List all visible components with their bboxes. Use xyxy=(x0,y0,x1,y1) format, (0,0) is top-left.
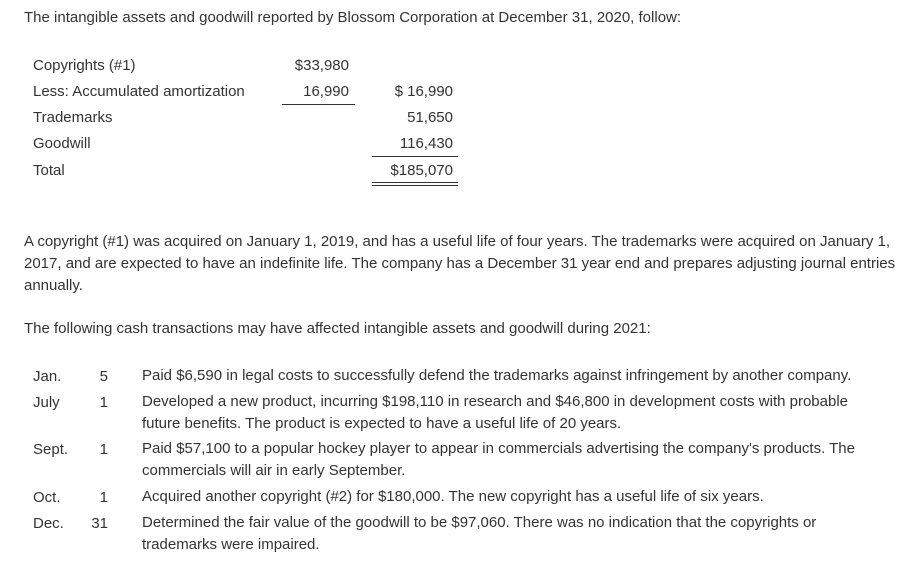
copyrights-net: $ 16,990 xyxy=(394,83,453,100)
total-double-underline-bottom xyxy=(372,185,458,186)
description-line: Acquired another copyright (#2) for $180,000. The new copyright has a useful life of six years. xyxy=(142,488,764,505)
amortization-underline xyxy=(282,104,355,105)
goodwill-value: 116,430 xyxy=(399,135,453,152)
transaction-day: 1 xyxy=(99,441,108,458)
description-line: Developed a new product, incurring $198,110 in research and $46,800 in development costs with probable xyxy=(142,393,849,410)
transaction-month: Jan. xyxy=(33,368,62,385)
paragraph-copyright-trademark xyxy=(24,231,919,297)
goodwill-label: Goodwill xyxy=(33,135,91,152)
transaction-month: Oct. xyxy=(33,489,61,506)
description-line: Paid $57,100 to a popular hockey player to appear in commercials advertising the company's products. The xyxy=(142,440,855,457)
paragraph-line: 2017, and are expected to have an indefinite life. The company has a December 31 year end and prepares adjusting journal entries xyxy=(24,255,896,272)
transaction-day: 31 xyxy=(91,515,108,532)
amortization-value: 16,990 xyxy=(303,83,349,100)
trademarks-value: 51,650 xyxy=(407,109,453,126)
goodwill-underline xyxy=(372,156,458,157)
copyrights-cost: $33,980 xyxy=(294,57,349,74)
description-line: trademarks were impaired. xyxy=(142,536,320,553)
description-line: commercials will air in early September. xyxy=(142,462,406,479)
transaction-month: Dec. xyxy=(33,515,64,532)
transactions-intro: The following cash transactions may have affected intangible assets and goodwill during 2021: xyxy=(24,320,651,337)
paragraph-line: annually. xyxy=(24,277,83,294)
transaction-day: 1 xyxy=(99,489,108,506)
transaction-day: 5 xyxy=(99,368,108,385)
transaction-description xyxy=(142,486,764,508)
total-double-underline-top xyxy=(372,182,458,183)
transaction-description xyxy=(142,438,855,482)
description-line: future benefits. The product is expected to have a useful life of 20 years. xyxy=(142,415,622,432)
transaction-description xyxy=(142,391,848,435)
transaction-description xyxy=(142,365,851,387)
total-value: $185,070 xyxy=(390,162,453,179)
copyrights-label: Copyrights (#1) xyxy=(33,57,136,74)
transaction-description xyxy=(142,512,816,556)
paragraph-line: A copyright (#1) was acquired on January 1, 2019, and has a useful life of four years. The trademarks were acquired on January 1, xyxy=(24,233,891,250)
intro-text: The intangible assets and goodwill reported by Blossom Corporation at December 31, 2020, follow: xyxy=(24,9,682,26)
transaction-month: Sept. xyxy=(33,441,69,458)
description-line: Paid $6,590 in legal costs to successfully defend the trademarks against infringement by another company. xyxy=(142,367,852,384)
description-line: Determined the fair value of the goodwill to be $97,060. There was no indication that the copyrights or xyxy=(142,514,817,531)
transaction-day: 1 xyxy=(99,394,108,411)
trademarks-label: Trademarks xyxy=(33,109,113,126)
total-label: Total xyxy=(33,162,65,179)
transaction-month: July xyxy=(33,394,60,411)
amortization-label: Less: Accumulated amortization xyxy=(33,83,245,100)
